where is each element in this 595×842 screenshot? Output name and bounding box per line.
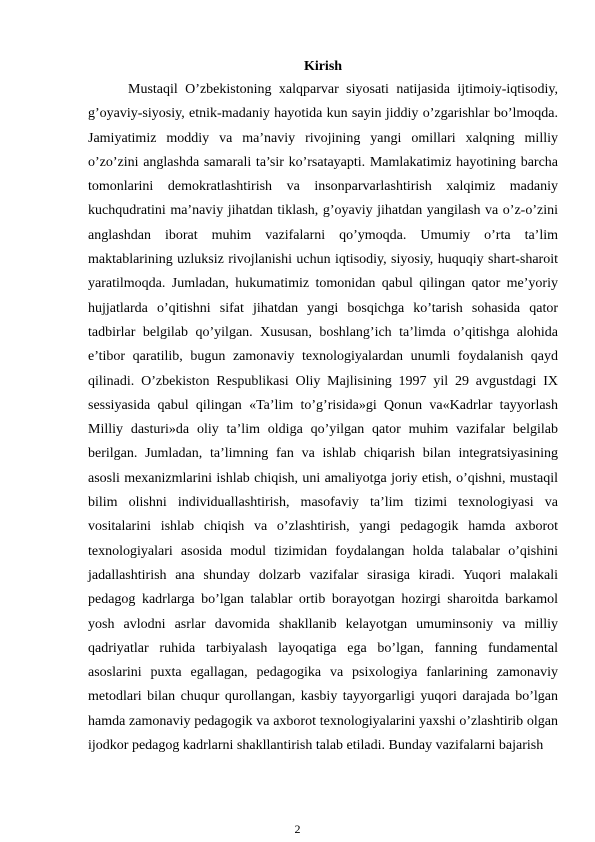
- page-content: [88, 58, 558, 758]
- body-paragraph: Mustaqil O’zbekistoning xalqparvar siyosati natijasida ijtimoiy-iqtisodiy, g’oyaviy-siyosiy, etnik-madaniy hayotida kun sayin jiddiy o’zgarishlar bo’lmoqda. Jamiyatimiz moddiy va ma’naviy rivojining yangi omillari xalqning milliy o’zo’zini anglashda samarali ta’sir ko’rsatayapti. Mamlakatimiz hayotining barcha tomonlarini demokratlashtirish va insonparvarlashtirish xalqimiz madaniy kuchqudratini ma’naviy jihatdan tiklash, g’oyaviy jihatdan yangilash va o’z-o’zini anglashdan iborat muhim vazifalarni qo’ymoqda. Umumiy o’rta ta’lim maktablarining uzluksiz rivojlanishi uchun iqtisodiy, siyosiy, huquqiy shart-sharoit yaratilmoqda. Jumladan, hukumatimiz tomonidan qabul qilingan qator me’yoriy hujjatlarda o’qitishni sifat jihatdan yangi bosqichga ko’tarish sohasida qator tadbirlar belgilab qo’yilgan. Xususan, boshlang’ich ta’limda o’qitishga alohida e’tibor qaratilib, bugun zamonaviy texnologiyalardan unumli foydalanish qayd qilinadi. O’zbekiston Respublikasi Oliy Majlisining 1997 yil 29 avgustdagi IX sessiyasida qabul qilingan «Ta’lim to’g’risida»gi Qonun va«Kadrlar tayyorlash Milliy dasturi»da oliy ta’lim oldiga qo’yilgan qator muhim vazifalar belgilab berilgan. Jumladan, ta’limning fan va ishlab chiqarish bilan integratsiyasining asosli mexanizmlarini ishlab chiqish, uni amaliyotga joriy etish, o’qishni, mustaqil bilim olishni individuallashtirish, masofaviy ta’lim tizimi texnologiyasi va vositalarini ishlab chiqish va o’zlashtirish, yangi pedagogik hamda axborot texnologiyalari asosida modul tizimidan foydalangan holda talabalar o’qishini jadallashtirish ana shunday dolzarb vazifalar sirasiga kiradi. Yuqori malakali pedagog kadrlarga bo’lgan talablar ortib borayotgan hozirgi sharoitda barkamol yosh avlodni asrlar davomida shakllanib kelayotgan umuminsoniy va milliy qadriyatlar ruhida tarbiyalash layoqatiga ega bo’lgan, fanning fundamental asoslarini puxta egallagan, pedagogika va psixologiya fanlarining zamonaviy metodlari bilan chuqur qurollangan, kasbiy tayyorgarligi yuqori darajada bo’lgan hamda zamonaviy pedagogik va axborot texnologiyalarini yaxshi o’zlashtirib olgan ijodkor pedagog kadrlarni shakllantirish talab etiladi. Bunday vazifalarni bajarish: [88, 82, 558, 754]
- page-number: 2: [294, 822, 301, 836]
- section-title: Kirish: [303, 59, 343, 74]
